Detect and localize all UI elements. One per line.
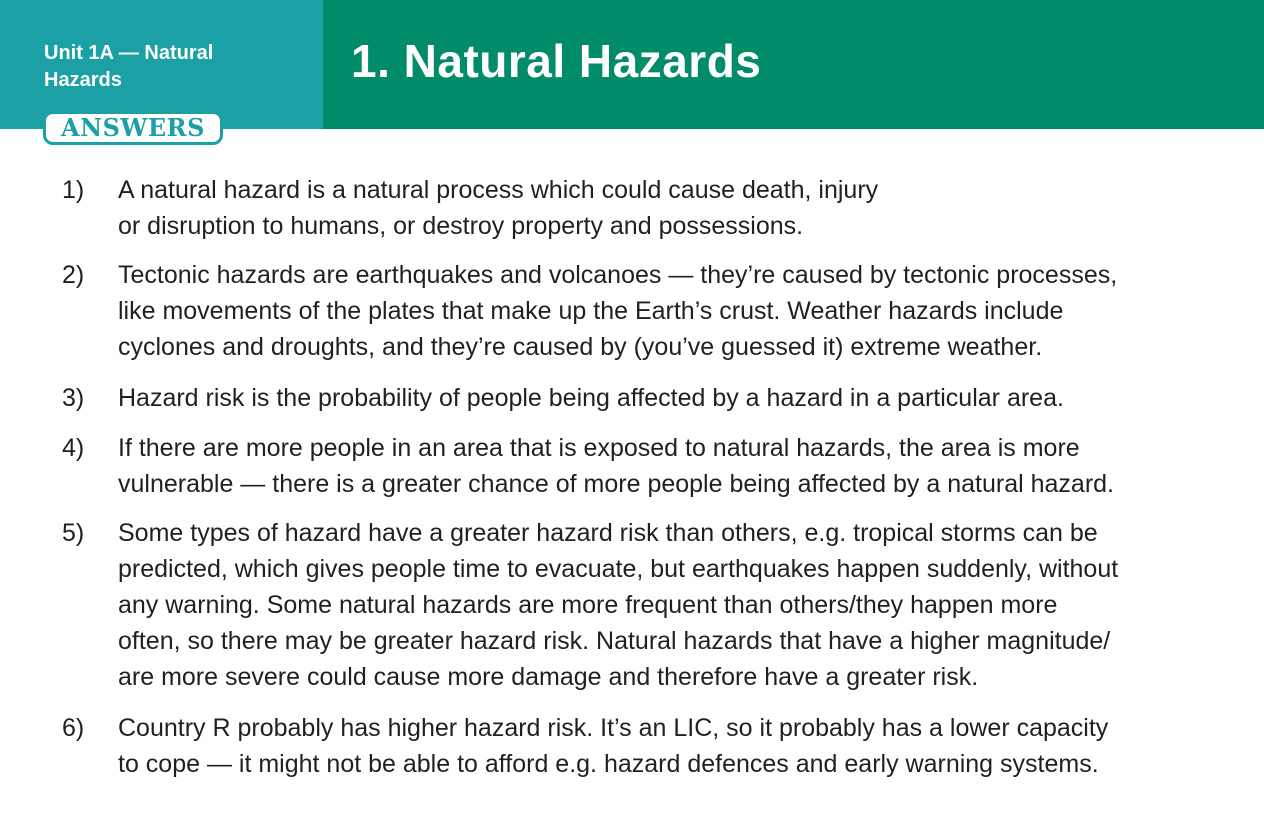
unit-label: Unit 1A — Natural Hazards	[44, 42, 214, 91]
answer-line: Country R probably has higher hazard risk. It’s an LIC, so it probably has a lower capacity	[118, 714, 1109, 742]
page-header	[0, 0, 1264, 142]
answer-text	[118, 515, 1243, 695]
answer-line: vulnerable — there is a greater chance of more people being affected by a natural hazard.	[118, 470, 1114, 498]
answers-badge: ANSWERS	[43, 111, 223, 145]
answer-line: Some types of hazard have a greater hazard risk than others, e.g. tropical storms can be	[118, 519, 1098, 547]
answer-text	[118, 257, 1243, 365]
answer-text	[118, 430, 1243, 502]
answer-line: any warning. Some natural hazards are more frequent than others/they happen more	[118, 591, 1058, 619]
answer-line: often, so there may be greater hazard risk. Natural hazards that have a higher magnitude/	[118, 627, 1111, 655]
answer-line: cyclones and droughts, and they’re caused by (you’ve guessed it) extreme weather.	[118, 333, 1043, 361]
title-panel	[323, 0, 1264, 129]
answer-number: 2)	[62, 261, 85, 289]
answer-line: are more severe could cause more damage and therefore have a greater risk.	[118, 663, 979, 691]
unit-panel	[0, 0, 323, 129]
answer-line: A natural hazard is a natural process which could cause death, injury	[118, 176, 879, 204]
answer-line: If there are more people in an area that is exposed to natural hazards, the area is more	[118, 434, 1080, 462]
answer-line: Hazard risk is the probability of people being affected by a hazard in a particular area.	[118, 384, 1064, 412]
answer-line: like movements of the plates that make up the Earth’s crust. Weather hazards include	[118, 297, 1064, 325]
answer-number: 6)	[62, 714, 85, 742]
answer-number: 4)	[62, 434, 85, 462]
answer-line: or disruption to humans, or destroy property and possessions.	[118, 212, 804, 240]
answer-line: Tectonic hazards are earthquakes and volcanoes — they’re caused by tectonic processes,	[118, 261, 1118, 289]
answer-line: predicted, which gives people time to evacuate, but earthquakes happen suddenly, without	[118, 555, 1119, 583]
answer-text	[118, 172, 1243, 244]
page-title: 1. Natural Hazards	[351, 35, 762, 87]
answer-number: 5)	[62, 519, 85, 547]
answer-number: 3)	[62, 384, 85, 412]
answer-text	[118, 380, 1243, 416]
answer-line: to cope — it might not be able to afford e.g. hazard defences and early warning systems.	[118, 750, 1099, 778]
answer-text	[118, 710, 1243, 782]
answer-number: 1)	[62, 176, 85, 204]
